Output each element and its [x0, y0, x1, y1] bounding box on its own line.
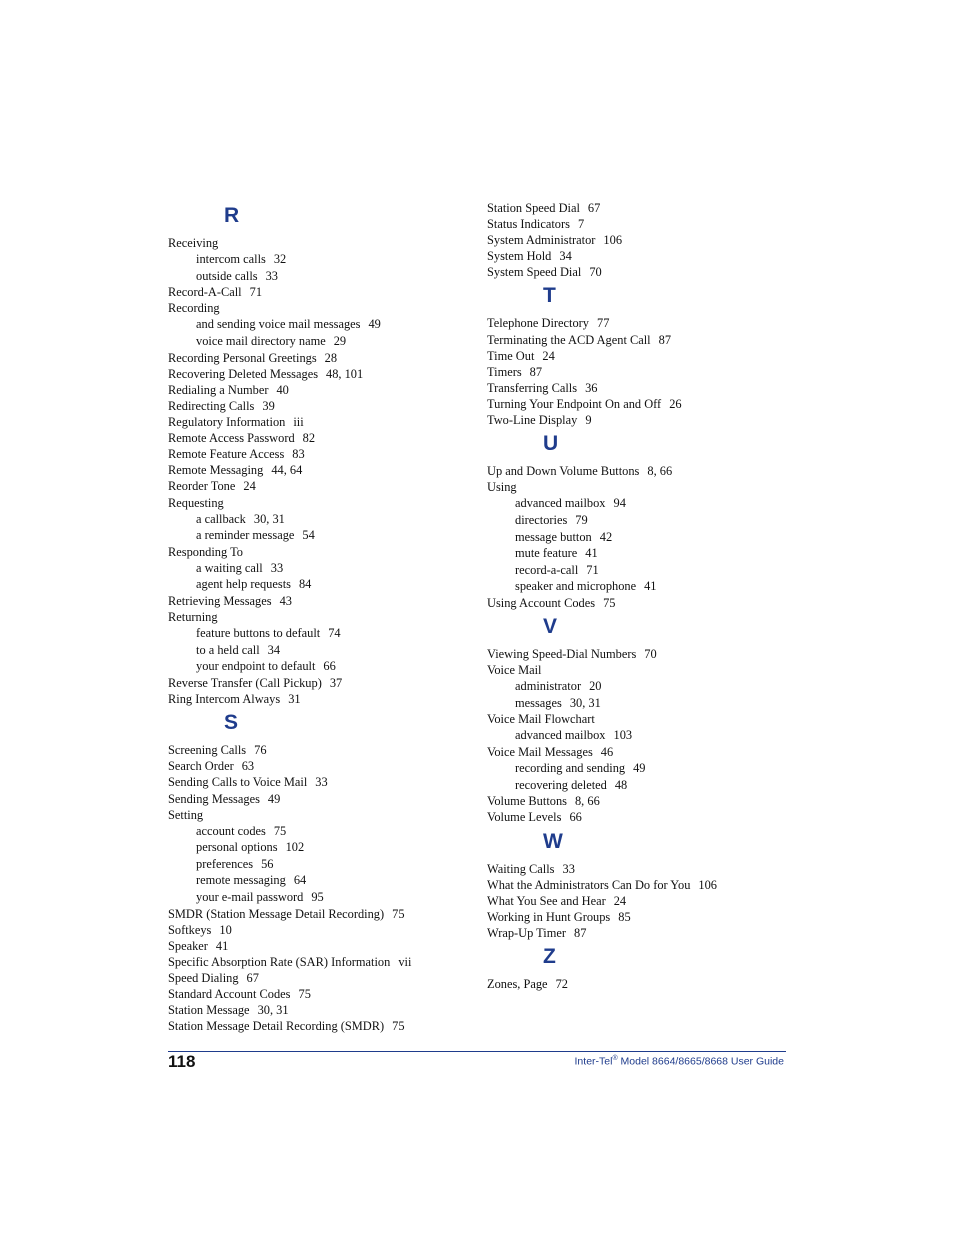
- entry-term: SMDR (Station Message Detail Recording): [168, 906, 385, 921]
- entry-pages: 20: [589, 679, 602, 694]
- entry-term: Redialing a Number: [168, 382, 269, 397]
- entry-term: Station Message: [168, 1003, 250, 1018]
- entry-pages: 76: [254, 743, 267, 758]
- index-entry: [168, 758, 458, 774]
- section-letter: V: [543, 614, 558, 638]
- section-letter: T: [543, 284, 556, 308]
- entry-pages: 10: [219, 922, 232, 937]
- index-entry: [487, 861, 787, 877]
- index-subentry: [487, 545, 787, 562]
- entry-term: System Administrator: [487, 233, 596, 248]
- entry-term: Volume Levels: [487, 810, 562, 825]
- entry-term: preferences: [196, 856, 254, 871]
- entry-pages: 72: [555, 976, 568, 991]
- index-entry: [487, 380, 787, 396]
- entry-pages: 29: [333, 334, 347, 349]
- entry-pages: 79: [575, 512, 588, 527]
- entry-term: record-a-call: [515, 562, 579, 577]
- entry-term: agent help requests: [196, 577, 291, 592]
- entry-term: Softkeys: [168, 922, 212, 937]
- entry-term: Volume Buttons: [487, 794, 567, 809]
- entry-pages: 75: [392, 1019, 405, 1034]
- entry-term: Voice Mail Flowchart: [487, 712, 595, 727]
- entry-term: Transferring Calls: [487, 380, 578, 395]
- index-entry: [168, 742, 458, 758]
- index-subentry: [168, 560, 458, 577]
- entry-term: a callback: [196, 511, 246, 526]
- entry-pages: 66: [323, 659, 336, 674]
- section-letter: U: [543, 432, 559, 456]
- entry-pages: 102: [285, 840, 305, 855]
- index-entry: [168, 906, 458, 922]
- entry-pages: 8, 66: [647, 464, 673, 479]
- index-subentry: [168, 856, 458, 873]
- entry-pages: 106: [698, 877, 717, 892]
- entry-term: Ring Intercom Always: [168, 692, 281, 707]
- index-entry: [487, 479, 787, 495]
- index-subentry: [168, 268, 458, 285]
- index-subentry: [168, 316, 458, 333]
- index-entry: [168, 414, 458, 430]
- index-entry: [487, 348, 787, 364]
- entry-pages: 87: [658, 332, 672, 347]
- entry-term: advanced mailbox: [515, 496, 606, 511]
- entry-pages: 33: [315, 775, 328, 790]
- entry-pages: 44, 64: [271, 463, 303, 478]
- entry-term: Using Account Codes: [487, 595, 596, 610]
- entry-pages: 26: [669, 396, 682, 411]
- entry-pages: 75: [273, 823, 287, 838]
- index-entry: [168, 691, 458, 707]
- index-entry: [487, 332, 787, 348]
- entry-term: a reminder message: [196, 528, 295, 543]
- entry-term: Recording Personal Greetings: [168, 350, 317, 365]
- index-entry: [487, 909, 787, 925]
- entry-pages: 7: [577, 217, 585, 232]
- entry-pages: 36: [585, 380, 598, 395]
- entry-term: Wrap-Up Timer: [487, 925, 567, 940]
- entry-term: Station Message Detail Recording (SMDR): [168, 1019, 385, 1034]
- entry-term: outside calls: [196, 268, 258, 283]
- index-entry: [487, 711, 787, 727]
- entry-pages: 87: [529, 364, 543, 379]
- entry-term: Reverse Transfer (Call Pickup): [168, 676, 322, 691]
- entry-term: Viewing Speed-Dial Numbers: [487, 646, 637, 661]
- index-entry: [487, 232, 787, 248]
- index-entry: [168, 430, 458, 446]
- entry-term: recovering deleted: [515, 777, 607, 792]
- index-entry: [168, 478, 458, 494]
- index-entry: [487, 396, 787, 412]
- section-letter: S: [224, 711, 239, 735]
- guide-title: [575, 1055, 784, 1068]
- entry-pages: 83: [292, 447, 305, 462]
- entry-pages: 71: [586, 562, 599, 577]
- index-column-left: [168, 200, 458, 1034]
- index-entry: [487, 364, 787, 380]
- index-entry: [168, 398, 458, 414]
- index-entry: [168, 235, 458, 251]
- entry-pages: 63: [241, 759, 255, 774]
- entry-term: directories: [515, 512, 568, 527]
- index-entry: [487, 200, 787, 216]
- index-entry: [168, 300, 458, 316]
- index-entry: [487, 662, 787, 678]
- entry-pages: 94: [613, 496, 626, 511]
- index-entry: [487, 809, 787, 825]
- index-entry: [487, 315, 787, 331]
- entry-pages: 66: [569, 810, 582, 825]
- page-number: 118: [168, 1052, 196, 1071]
- section-letter: W: [543, 829, 563, 853]
- entry-pages: 54: [302, 528, 315, 543]
- entry-pages: 84: [298, 577, 312, 592]
- entry-term: Up and Down Volume Buttons: [487, 464, 640, 479]
- entry-term: Receiving: [168, 236, 219, 250]
- entry-pages: 30, 31: [253, 511, 285, 526]
- entry-pages: 87: [574, 925, 587, 940]
- entry-term: Speed Dialing: [168, 971, 239, 986]
- entry-pages: 37: [329, 676, 343, 691]
- index-subentry: [168, 251, 458, 268]
- entry-pages: 24: [613, 893, 627, 908]
- entry-pages: 49: [633, 761, 646, 776]
- entry-term: your e-mail password: [196, 890, 304, 905]
- entry-pages: 9: [585, 413, 592, 428]
- index-subentry: [168, 823, 458, 840]
- index-entry: [168, 446, 458, 462]
- entry-pages: 77: [597, 316, 610, 331]
- entry-pages: 75: [603, 595, 616, 610]
- entry-term: recording and sending: [515, 761, 626, 776]
- entry-pages: 33: [265, 268, 278, 283]
- index-entry: [168, 350, 458, 366]
- index-entry: [487, 248, 787, 264]
- entry-term: remote messaging: [196, 873, 286, 888]
- entry-term: account codes: [196, 823, 266, 838]
- index-entry: [168, 593, 458, 609]
- entry-term: Zones, Page: [487, 976, 548, 991]
- entry-term: Telephone Directory: [487, 316, 589, 331]
- entry-pages: 64: [293, 873, 307, 888]
- index-entry: [168, 382, 458, 398]
- entry-pages: 67: [587, 201, 601, 215]
- entry-term: a waiting call: [196, 560, 263, 575]
- index-entry: [487, 976, 787, 992]
- entry-term: System Hold: [487, 249, 552, 264]
- entry-pages: 49: [368, 317, 381, 332]
- entry-pages: 74: [328, 626, 341, 641]
- entry-pages: 48: [614, 777, 628, 792]
- entry-term: Responding To: [168, 544, 243, 559]
- entry-term: Setting: [168, 807, 204, 822]
- index-entry: [168, 462, 458, 478]
- index-entry: [168, 609, 458, 625]
- entry-term: Recovering Deleted Messages: [168, 366, 319, 381]
- brand-name: Inter-Tel: [574, 1055, 613, 1068]
- index-subentry: [168, 333, 458, 350]
- index-entry: [487, 463, 787, 479]
- index-subentry: [487, 529, 787, 546]
- entry-term: message button: [515, 529, 592, 544]
- entry-pages: 24: [542, 348, 555, 363]
- index-subentry: [487, 562, 787, 579]
- entry-pages: 48, 101: [326, 366, 364, 381]
- entry-pages: 103: [613, 728, 633, 743]
- index-entry: [487, 744, 787, 760]
- index-subentry: [487, 760, 787, 777]
- index-subentry: [168, 576, 458, 593]
- index-subentry: [487, 495, 787, 512]
- entry-term: Voice Mail: [487, 663, 542, 678]
- index-entry: [168, 807, 458, 823]
- entry-pages: 75: [298, 987, 311, 1002]
- index-entry: [487, 925, 787, 941]
- entry-term: Remote Feature Access: [168, 447, 285, 462]
- entry-term: Speaker: [168, 938, 208, 953]
- index-subentry: [487, 678, 787, 695]
- entry-term: to a held call: [196, 642, 260, 657]
- index-column-right: [487, 200, 787, 992]
- index-entry: [168, 922, 458, 938]
- entry-pages: 75: [392, 906, 405, 921]
- entry-pages: 95: [311, 890, 324, 905]
- index-subentry: [168, 872, 458, 889]
- entry-pages: 34: [267, 642, 281, 657]
- entry-pages: 40: [276, 382, 289, 397]
- entry-term: Redirecting Calls: [168, 398, 255, 413]
- index-entry: [168, 954, 458, 970]
- index-entry: [487, 595, 787, 611]
- section-letter: R: [224, 204, 240, 227]
- entry-term: Search Order: [168, 759, 234, 774]
- entry-pages: 33: [270, 560, 284, 575]
- entry-pages: 49: [267, 791, 281, 806]
- entry-pages: 24: [243, 479, 256, 494]
- entry-term: voice mail directory name: [196, 334, 326, 349]
- index-entry: [168, 986, 458, 1002]
- entry-pages: 67: [246, 971, 259, 986]
- index-subentry: [487, 512, 787, 529]
- index-subentry: [487, 777, 787, 794]
- entry-pages: 82: [302, 431, 316, 446]
- entry-term: Voice Mail Messages: [487, 745, 593, 760]
- index-subentry: [168, 642, 458, 659]
- entry-term: Two-Line Display: [487, 413, 578, 428]
- entry-pages: 30, 31: [257, 1003, 289, 1018]
- entry-term: Regulatory Information: [168, 415, 286, 430]
- entry-term: administrator: [515, 679, 582, 694]
- index-subentry: [487, 727, 787, 744]
- entry-term: mute feature: [515, 546, 578, 561]
- index-subentry: [487, 695, 787, 712]
- index-entry: [487, 793, 787, 809]
- index-subentry: [168, 889, 458, 906]
- registered-mark: ®: [612, 1055, 618, 1062]
- index-entry: [168, 544, 458, 560]
- entry-term: What You See and Hear: [487, 893, 606, 908]
- entry-term: Requesting: [168, 495, 224, 510]
- index-entry: [168, 774, 458, 790]
- footer-rule: [168, 1051, 786, 1052]
- entry-term: Station Speed Dial: [487, 201, 580, 215]
- entry-term: Screening Calls: [168, 743, 247, 758]
- entry-pages: iii: [293, 415, 304, 430]
- entry-pages: 70: [589, 265, 602, 280]
- entry-term: Retrieving Messages: [168, 594, 272, 609]
- entry-term: Sending Messages: [168, 791, 260, 806]
- entry-term: Record-A-Call: [168, 285, 242, 300]
- index-entry: [168, 366, 458, 382]
- entry-term: Using: [487, 480, 517, 495]
- index-entry: [487, 264, 787, 280]
- index-subentry: [168, 511, 458, 528]
- index-entry: [168, 938, 458, 954]
- index-entry: [487, 646, 787, 662]
- entry-pages: 41: [644, 579, 657, 594]
- entry-term: Working in Hunt Groups: [487, 909, 611, 924]
- entry-pages: 31: [288, 692, 301, 707]
- entry-term: Specific Absorption Rate (SAR) Information: [168, 954, 391, 969]
- entry-term: and sending voice mail messages: [196, 317, 361, 332]
- entry-term: Remote Messaging: [168, 463, 264, 478]
- entry-pages: 56: [261, 856, 274, 871]
- entry-pages: 85: [618, 909, 631, 924]
- entry-pages: 106: [603, 233, 623, 248]
- entry-term: speaker and microphone: [515, 579, 637, 594]
- entry-pages: 34: [559, 249, 572, 264]
- index-entry: [168, 675, 458, 691]
- section-letter: Z: [543, 944, 556, 968]
- entry-pages: 71: [249, 285, 263, 300]
- entry-pages: vii: [398, 954, 412, 969]
- index-entry: [487, 893, 787, 909]
- index-subentry: [168, 658, 458, 675]
- entry-term: Turning Your Endpoint On and Off: [487, 396, 662, 411]
- entry-term: Reorder Tone: [168, 479, 236, 494]
- index-subentry: [168, 527, 458, 544]
- entry-term: your endpoint to default: [196, 659, 316, 674]
- entry-pages: 28: [324, 350, 338, 365]
- entry-pages: 41: [215, 938, 229, 953]
- entry-pages: 32: [273, 252, 287, 267]
- entry-term: Sending Calls to Voice Mail: [168, 775, 308, 790]
- entry-term: System Speed Dial: [487, 265, 582, 280]
- entry-pages: 30, 31: [569, 695, 601, 710]
- entry-term: messages: [515, 695, 562, 710]
- index-entry: [168, 1002, 458, 1018]
- entry-term: Recording: [168, 301, 220, 316]
- index-entry: [168, 970, 458, 986]
- entry-pages: 70: [644, 646, 657, 661]
- entry-term: intercom calls: [196, 252, 266, 267]
- index-subentry: [487, 578, 787, 595]
- entry-pages: 39: [262, 398, 275, 413]
- guide-title-text: Model 8664/8665/8668 User Guide: [617, 1055, 784, 1068]
- entry-pages: 8, 66: [574, 794, 600, 809]
- index-entry: [168, 284, 458, 300]
- entry-term: Terminating the ACD Agent Call: [487, 332, 651, 347]
- index-entry: [487, 412, 787, 428]
- entry-term: Waiting Calls: [487, 861, 555, 876]
- entry-pages: 33: [562, 861, 575, 876]
- index-entry: [487, 877, 787, 893]
- entry-term: advanced mailbox: [515, 728, 606, 743]
- index-subentry: [168, 625, 458, 642]
- index-entry: [487, 216, 787, 232]
- entry-term: Remote Access Password: [168, 431, 295, 446]
- index-entry: [168, 1018, 458, 1034]
- entry-term: feature buttons to default: [196, 626, 321, 641]
- entry-pages: 41: [585, 546, 598, 561]
- entry-pages: 42: [599, 529, 613, 544]
- entry-term: What the Administrators Can Do for You: [487, 877, 691, 892]
- entry-term: Timers: [487, 364, 522, 379]
- entry-term: Standard Account Codes: [168, 987, 291, 1002]
- entry-term: personal options: [196, 840, 278, 855]
- entry-term: Time Out: [487, 348, 535, 363]
- entry-term: Returning: [168, 610, 218, 625]
- entry-pages: 46: [600, 745, 614, 760]
- entry-pages: 43: [279, 594, 292, 609]
- index-entry: [168, 495, 458, 511]
- index-subentry: [168, 839, 458, 856]
- entry-term: Status Indicators: [487, 217, 570, 232]
- index-entry: [168, 791, 458, 807]
